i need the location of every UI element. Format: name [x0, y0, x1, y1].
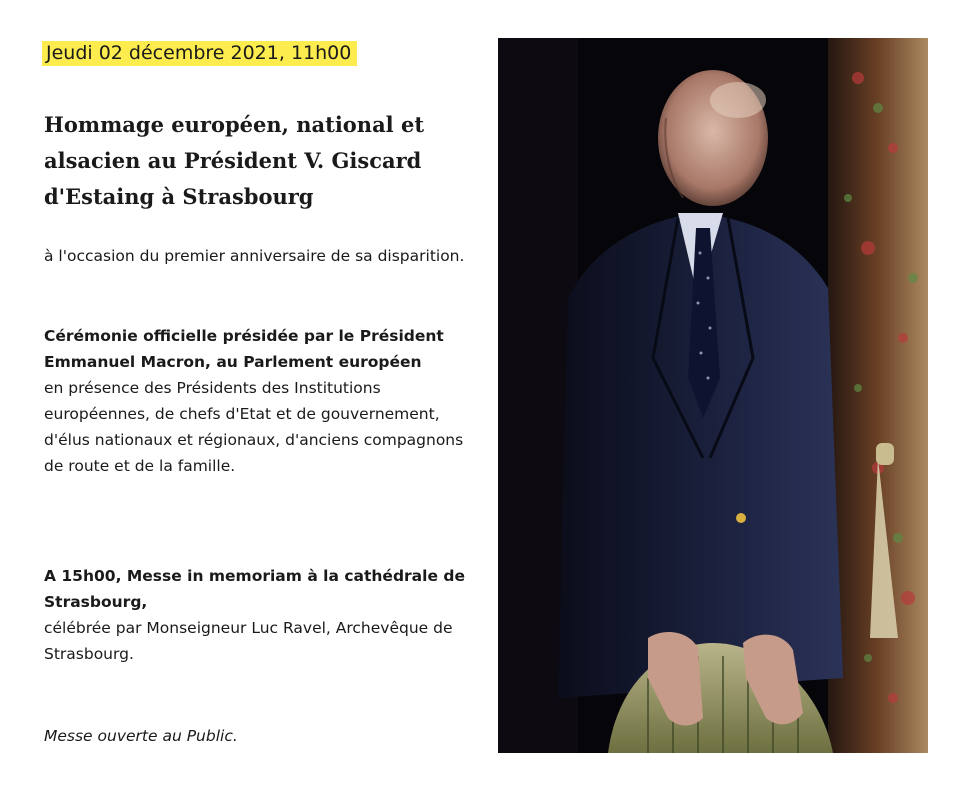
event-title: Hommage européen, national et alsacien au Président V. Giscard d'Estaing à Strasbourg	[44, 112, 425, 209]
mass-heading: A 15h00, Messe in memoriam à la cathédrale de Strasbourg,	[44, 567, 465, 611]
ceremony-section	[44, 323, 484, 479]
event-date: Jeudi 02 décembre 2021, 11h00	[42, 41, 357, 66]
mass-details: célébrée par Monseigneur Luc Ravel, Archevêque de Strasbourg.	[44, 619, 453, 663]
ceremony-heading: Cérémonie officielle présidée par le Président Emmanuel Macron, au Parlement européen	[44, 327, 444, 371]
mass-section	[44, 563, 484, 667]
public-note: Messe ouverte au Public.	[44, 727, 238, 745]
occasion-text: à l'occasion du premier anniversaire de sa disparition.	[44, 247, 465, 265]
portrait-photo	[498, 38, 928, 753]
ceremony-details: en présence des Présidents des Institutions européennes, de chefs d'Etat et de gouvernement, d'élus nationaux et régionaux, d'anciens compagnons de route et de la famille.	[44, 379, 464, 475]
